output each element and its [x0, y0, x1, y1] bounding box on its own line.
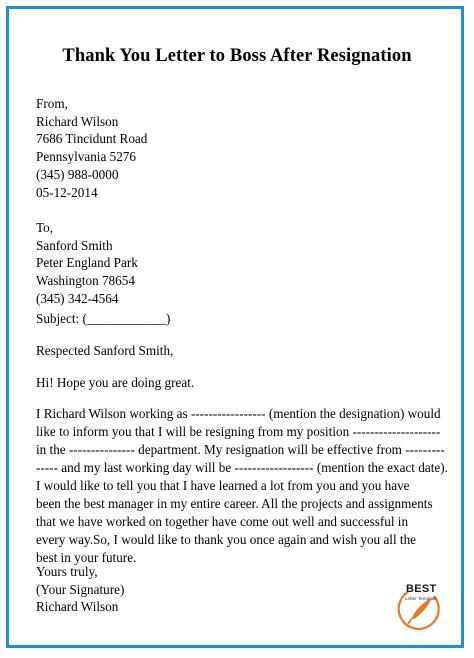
- letter-title: Thank You Letter to Boss After Resignation: [62, 46, 412, 66]
- body-line: like to inform you that I will be resigning from my position --------------------: [36, 424, 441, 439]
- greeting: Hi! Hope you are doing great.: [36, 375, 195, 390]
- quill-icon: [412, 598, 432, 619]
- recipient-address-1: Peter England Park: [36, 255, 138, 271]
- recipient-name: Sanford Smith: [36, 237, 113, 253]
- recipient-phone: (345) 342-4564: [36, 290, 119, 306]
- recipient-address-2: Washington 78654: [36, 273, 135, 289]
- salutation: Respected Sanford Smith,: [36, 343, 174, 358]
- sender-name: Richard Wilson: [36, 113, 119, 129]
- body-line: that we have worked on together have come out well and successful in: [36, 514, 409, 529]
- closing-block: [36, 563, 444, 616]
- letter-date: 05-12-2014: [36, 185, 98, 200]
- sender-phone: (345) 988-0000: [36, 166, 119, 182]
- sender-address-2: Pennsylvania 5276: [36, 149, 136, 165]
- recipient-block: [36, 219, 444, 307]
- body-line: in the --------------- department. My resignation will be effective from ---------: [36, 442, 445, 457]
- sender-address-1: 7686 Tincidunt Road: [36, 131, 148, 147]
- closing-name: Richard Wilson: [36, 599, 119, 615]
- closing-line: Yours truly,: [36, 564, 98, 579]
- sender-label: From,: [36, 96, 68, 111]
- subject-line: Subject: (____________): [36, 311, 171, 326]
- logo-subtitle: Letter Template: [405, 596, 437, 601]
- body-line: been the best manager in my entire career. All the projects and assignments: [36, 496, 433, 511]
- body-line: ----- and my last working day will be ------------------ (mention the exact date).: [36, 460, 448, 475]
- body-line: I Richard Wilson working as ----------------- (mention the designation) would: [36, 406, 441, 421]
- body-line: every way.So, I would like to thank you once again and wish you all the: [36, 532, 417, 547]
- quill-tip-icon: [408, 618, 412, 624]
- sender-block: [36, 95, 444, 183]
- signature-placeholder: (Your Signature): [36, 581, 125, 597]
- recipient-label: To,: [36, 220, 54, 235]
- body-paragraph: [36, 405, 448, 567]
- logo-word: BEST: [406, 583, 437, 595]
- body-line: I would like to tell you that I have learned a lot from you and you have: [36, 478, 410, 493]
- body-line: best in your future.: [36, 550, 137, 565]
